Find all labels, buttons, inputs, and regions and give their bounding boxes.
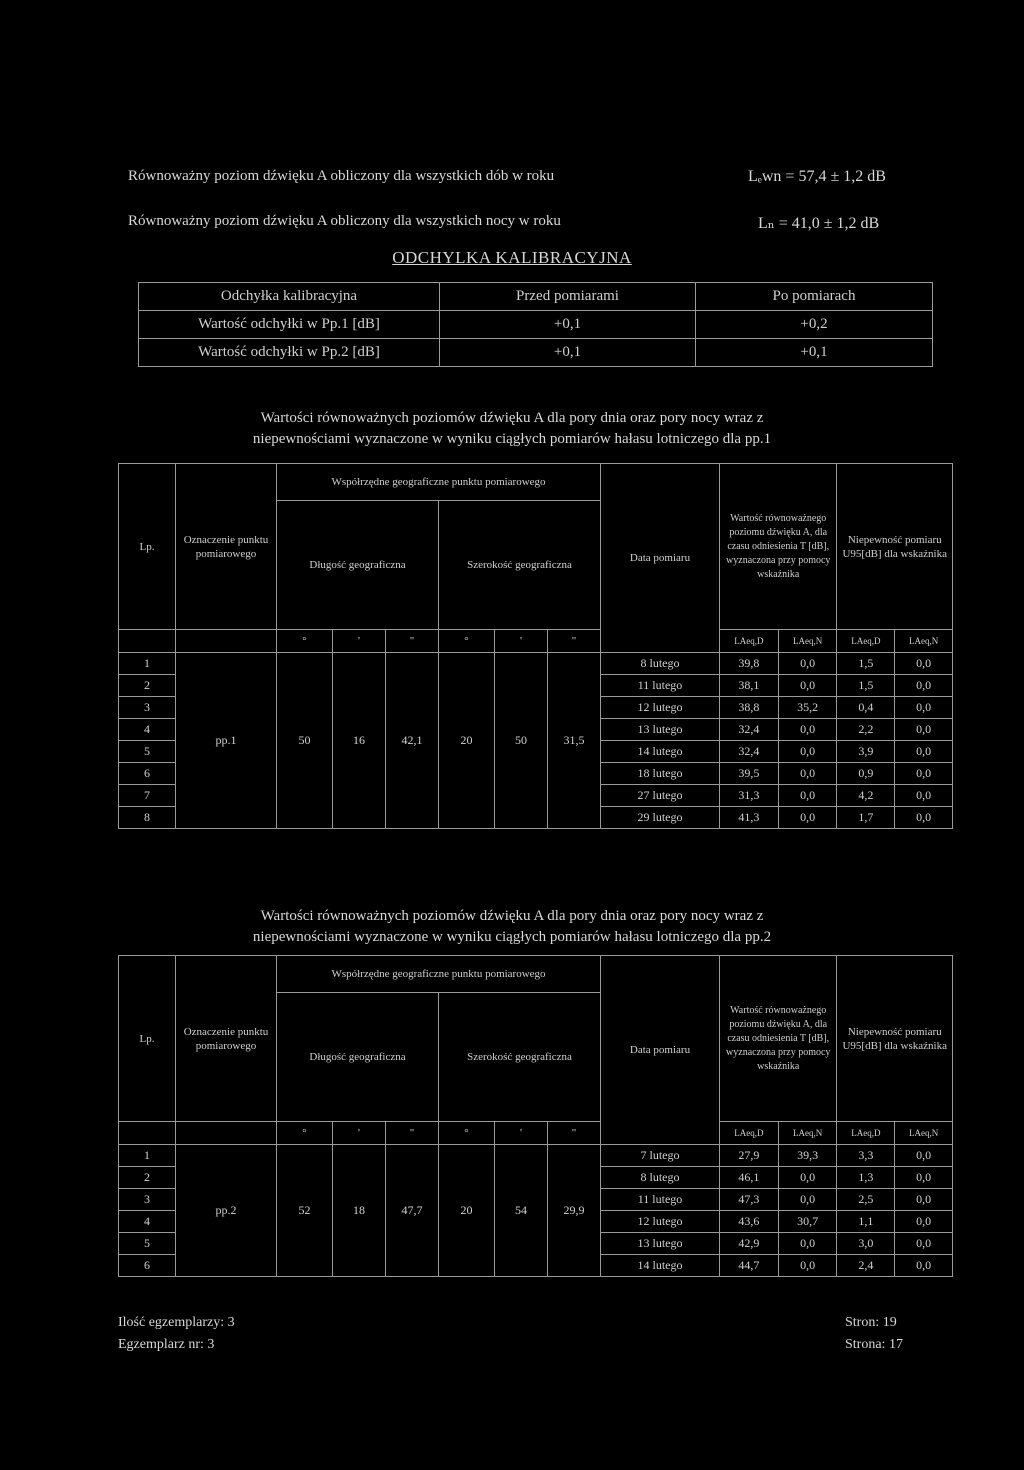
uncertainty-d-value: 1,1: [837, 1211, 895, 1233]
uncertainty-d-value: 3,9: [837, 741, 895, 763]
header-uncertainty: Niepewność pomiaru U95[dB] dla wskaźnika: [837, 956, 953, 1122]
uncertainty-n-value: 0,0: [895, 1211, 953, 1233]
sub-laeq-n: LAeq,N: [778, 1122, 837, 1145]
row-lp: 5: [119, 741, 176, 763]
laeq-d-value: 38,8: [720, 697, 779, 719]
caption-line: niepewnościami wyznaczone w wyniku ciągłych pomiarów hałasu lotniczego dla pp.1: [252, 431, 772, 447]
annual-day-level-text: Równoważny poziom dźwięku A obliczony dla wszystkich dób w roku: [128, 168, 555, 184]
annual-night-level-line: [128, 213, 880, 232]
page-number: Strona: 17: [845, 1337, 903, 1352]
coordinate-cell: 47,7: [386, 1145, 439, 1277]
row-lp: 6: [119, 1255, 176, 1277]
uncertainty-n-value: 0,0: [895, 763, 953, 785]
unit-minute: ': [333, 1122, 386, 1145]
unit-minute: ': [333, 630, 386, 653]
header-row: [119, 956, 953, 993]
row-lp: 7: [119, 785, 176, 807]
coordinate-cell: 20: [439, 653, 495, 829]
coordinate-cell: 16: [333, 653, 386, 829]
uncertainty-d-value: 1,7: [837, 807, 895, 829]
caption-line: Wartości równoważnych poziomów dźwięku A dla pory dnia oraz pory nocy wraz z: [260, 908, 764, 924]
header-row: [119, 464, 953, 501]
calibration-row: [139, 311, 933, 339]
uncertainty-d-value: 1,5: [837, 653, 895, 675]
laeq-d-value: 39,8: [720, 653, 779, 675]
laeq-n-value: 0,0: [778, 1189, 837, 1211]
laeq-n-value: 0,0: [778, 675, 837, 697]
measurement-table-pp2: [118, 955, 953, 1277]
date-cell: 18 lutego: [601, 763, 720, 785]
date-cell: 12 lutego: [601, 697, 720, 719]
row-lp: 6: [119, 763, 176, 785]
sub-laeq-d: LAeq,D: [720, 1122, 779, 1145]
header-lp: Lp.: [119, 956, 176, 1122]
point-cell: pp.2: [176, 1145, 277, 1277]
uncertainty-n-value: 0,0: [895, 1233, 953, 1255]
date-cell: 7 lutego: [601, 1145, 720, 1167]
unit-minute: ': [495, 630, 548, 653]
header-lp: Lp.: [119, 464, 176, 630]
unit-second: ": [548, 1122, 601, 1145]
laeq-n-value: 0,0: [778, 1167, 837, 1189]
measurement-table-pp1: [118, 463, 953, 829]
copy-number: Egzemplarz nr: 3: [118, 1337, 215, 1352]
calibration-table: [138, 282, 933, 367]
unit-degree: °: [277, 630, 333, 653]
uncertainty-n-value: 0,0: [895, 697, 953, 719]
caption-line: Wartości równoważnych poziomów dźwięku A dla pory dnia oraz pory nocy wraz z: [260, 410, 764, 426]
laeq-n-value: 0,0: [778, 719, 837, 741]
header-uncertainty: Niepewność pomiaru U95[dB] dla wskaźnika: [837, 464, 953, 630]
sub-laeq-n: LAeq,N: [895, 630, 953, 653]
sub-laeq-n: LAeq,N: [778, 630, 837, 653]
uncertainty-n-value: 0,0: [895, 1255, 953, 1277]
laeq-d-value: 42,9: [720, 1233, 779, 1255]
calibration-cell: +0,1: [440, 311, 696, 339]
uncertainty-d-value: 1,5: [837, 675, 895, 697]
laeq-n-value: 30,7: [778, 1211, 837, 1233]
sub-laeq-n: LAeq,N: [895, 1122, 953, 1145]
header-coordinates: Współrzędne geograficzne punktu pomiarowego: [277, 956, 601, 993]
laeq-d-value: 43,6: [720, 1211, 779, 1233]
unit-degree: °: [277, 1122, 333, 1145]
uncertainty-n-value: 0,0: [895, 807, 953, 829]
header-latitude: Szerokość geograficzna: [439, 501, 601, 630]
unit-degree: °: [439, 630, 495, 653]
copies-count: Ilość egzemplarzy: 3: [118, 1315, 235, 1330]
page-total: Stron: 19: [845, 1315, 897, 1330]
date-cell: 13 lutego: [601, 1233, 720, 1255]
laeq-d-value: 27,9: [720, 1145, 779, 1167]
header-coordinates: Współrzędne geograficzne punktu pomiarowego: [277, 464, 601, 501]
table-row: [119, 653, 953, 675]
row-lp: 1: [119, 653, 176, 675]
table-body: [119, 653, 953, 829]
date-cell: 8 lutego: [601, 653, 720, 675]
uncertainty-n-value: 0,0: [895, 785, 953, 807]
row-lp: 5: [119, 1233, 176, 1255]
date-cell: 13 lutego: [601, 719, 720, 741]
calibration-row: [139, 339, 933, 367]
row-lp: 2: [119, 675, 176, 697]
units-row: [119, 630, 953, 653]
calibration-heading: ODCHYLKA KALIBRACYJNA: [392, 248, 632, 267]
laeq-d-value: 31,3: [720, 785, 779, 807]
uncertainty-n-value: 0,0: [895, 719, 953, 741]
laeq-n-value: 0,0: [778, 1233, 837, 1255]
uncertainty-d-value: 0,9: [837, 763, 895, 785]
calibration-cell: Wartość odchyłki w Pp.1 [dB]: [139, 311, 440, 339]
calibration-header: Po pomiarach: [696, 283, 933, 311]
date-cell: 14 lutego: [601, 1255, 720, 1277]
date-cell: 11 lutego: [601, 675, 720, 697]
table-body: [119, 1145, 953, 1277]
header-point: Oznaczenie punktu pomiarowego: [176, 956, 277, 1122]
uncertainty-d-value: 2,5: [837, 1189, 895, 1211]
date-cell: 14 lutego: [601, 741, 720, 763]
unit-minute: ': [495, 1122, 548, 1145]
uncertainty-d-value: 1,3: [837, 1167, 895, 1189]
table2-caption: [100, 906, 924, 948]
laeq-n-value: 0,0: [778, 785, 837, 807]
annual-night-level-text: Równoważny poziom dźwięku A obliczony dla wszystkich nocy w roku: [128, 213, 561, 229]
laeq-d-value: 46,1: [720, 1167, 779, 1189]
laeq-n-value: 39,3: [778, 1145, 837, 1167]
uncertainty-n-value: 0,0: [895, 1145, 953, 1167]
laeq-d-value: 39,5: [720, 763, 779, 785]
laeq-n-value: 0,0: [778, 763, 837, 785]
annual-day-level-line: [128, 168, 886, 185]
coordinate-cell: 54: [495, 1145, 548, 1277]
coordinate-cell: 31,5: [548, 653, 601, 829]
header-date: Data pomiaru: [601, 464, 720, 653]
laeq-n-value: 0,0: [778, 807, 837, 829]
row-lp: 4: [119, 719, 176, 741]
unit-second: ": [548, 630, 601, 653]
coordinate-cell: 52: [277, 1145, 333, 1277]
uncertainty-n-value: 0,0: [895, 1167, 953, 1189]
row-lp: 4: [119, 1211, 176, 1233]
unit-degree: °: [439, 1122, 495, 1145]
laeq-n-value: 0,0: [778, 653, 837, 675]
annual-day-level-value: Lₑwn = 57,4 ± 1,2 dB: [748, 168, 886, 185]
calibration-cell: +0,1: [440, 339, 696, 367]
row-lp: 8: [119, 807, 176, 829]
uncertainty-d-value: 2,4: [837, 1255, 895, 1277]
laeq-d-value: 32,4: [720, 741, 779, 763]
laeq-n-value: 35,2: [778, 697, 837, 719]
header-value: Wartość równoważnego poziomu dźwięku A, dla czasu odniesienia T [dB], wyznaczona przy pomocy wskaźnika: [720, 956, 837, 1122]
coordinate-cell: 20: [439, 1145, 495, 1277]
calibration-header: Przed pomiarami: [440, 283, 696, 311]
uncertainty-n-value: 0,0: [895, 1189, 953, 1211]
header-date: Data pomiaru: [601, 956, 720, 1145]
uncertainty-d-value: 3,0: [837, 1233, 895, 1255]
point-cell: pp.1: [176, 653, 277, 829]
row-lp: 3: [119, 697, 176, 719]
calibration-cell: +0,2: [696, 311, 933, 339]
header-value: Wartość równoważnego poziomu dźwięku A, dla czasu odniesienia T [dB], wyznaczona przy pomocy wskaźnika: [720, 464, 837, 630]
row-lp: 3: [119, 1189, 176, 1211]
laeq-n-value: 0,0: [778, 741, 837, 763]
sub-laeq-d: LAeq,D: [837, 1122, 895, 1145]
laeq-d-value: 41,3: [720, 807, 779, 829]
header-longitude: Długość geograficzna: [277, 993, 439, 1122]
coordinate-cell: 18: [333, 1145, 386, 1277]
uncertainty-n-value: 0,0: [895, 675, 953, 697]
laeq-d-value: 32,4: [720, 719, 779, 741]
caption-line: niepewnościami wyznaczone w wyniku ciągłych pomiarów hałasu lotniczego dla pp.2: [252, 929, 772, 945]
calibration-header-row: [139, 283, 933, 311]
header-latitude: Szerokość geograficzna: [439, 993, 601, 1122]
coordinate-cell: 42,1: [386, 653, 439, 829]
laeq-d-value: 38,1: [720, 675, 779, 697]
units-row: [119, 1122, 953, 1145]
row-lp: 1: [119, 1145, 176, 1167]
table1-caption: [100, 408, 924, 450]
uncertainty-n-value: 0,0: [895, 653, 953, 675]
laeq-d-value: 44,7: [720, 1255, 779, 1277]
uncertainty-d-value: 4,2: [837, 785, 895, 807]
calibration-cell: +0,1: [696, 339, 933, 367]
date-cell: 11 lutego: [601, 1189, 720, 1211]
uncertainty-d-value: 2,2: [837, 719, 895, 741]
calibration-header: Odchyłka kalibracyjna: [139, 283, 440, 311]
laeq-n-value: 0,0: [778, 1255, 837, 1277]
header-point: Oznaczenie punktu pomiarowego: [176, 464, 277, 630]
annual-night-level-value: Lₙ = 41,0 ± 1,2 dB: [758, 215, 880, 232]
uncertainty-d-value: 3,3: [837, 1145, 895, 1167]
uncertainty-d-value: 0,4: [837, 697, 895, 719]
date-cell: 12 lutego: [601, 1211, 720, 1233]
table-row: [119, 1145, 953, 1167]
unit-second: ": [386, 630, 439, 653]
date-cell: 27 lutego: [601, 785, 720, 807]
uncertainty-n-value: 0,0: [895, 741, 953, 763]
coordinate-cell: 50: [495, 653, 548, 829]
coordinate-cell: 29,9: [548, 1145, 601, 1277]
date-cell: 29 lutego: [601, 807, 720, 829]
laeq-d-value: 47,3: [720, 1189, 779, 1211]
calibration-cell: Wartość odchyłki w Pp.2 [dB]: [139, 339, 440, 367]
header-longitude: Długość geograficzna: [277, 501, 439, 630]
sub-laeq-d: LAeq,D: [837, 630, 895, 653]
unit-second: ": [386, 1122, 439, 1145]
date-cell: 8 lutego: [601, 1167, 720, 1189]
sub-laeq-d: LAeq,D: [720, 630, 779, 653]
coordinate-cell: 50: [277, 653, 333, 829]
row-lp: 2: [119, 1167, 176, 1189]
